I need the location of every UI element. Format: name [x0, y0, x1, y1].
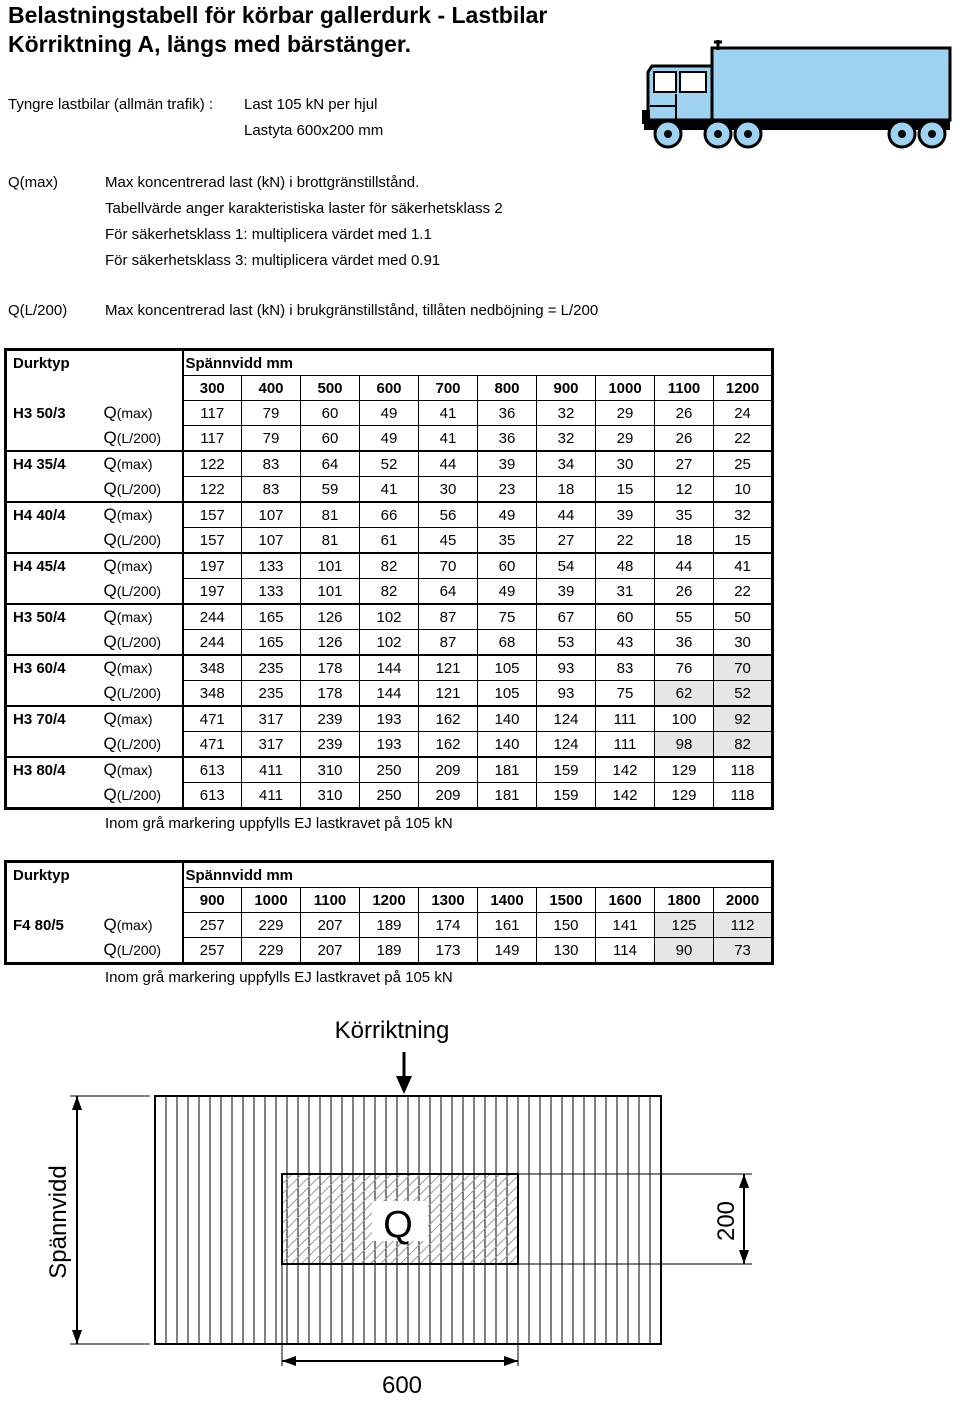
- ql200-value: 52: [714, 681, 773, 707]
- direction-label: Körriktning: [334, 1017, 450, 1044]
- qmax-value: 87: [419, 604, 478, 630]
- ql200-value: 129: [655, 783, 714, 809]
- span-column-header: 1000: [596, 376, 655, 401]
- qmax-value: 67: [537, 604, 596, 630]
- span-column-header: 1800: [655, 888, 714, 913]
- qmax-value: 60: [478, 553, 537, 579]
- span-column-header: 1500: [537, 888, 596, 913]
- ql200-value: 114: [596, 938, 655, 964]
- qmax-value: 83: [596, 655, 655, 681]
- qmax-line-2: Tabellvärde anger karakteristiska laster för säkerhetsklass 2: [105, 200, 503, 217]
- qmax-value: 82: [360, 553, 419, 579]
- durktyp-cell: F4 80/5: [13, 916, 64, 934]
- qmax-value: 235: [242, 655, 301, 681]
- span-column-header: 1200: [360, 888, 419, 913]
- qmax-value: 70: [419, 553, 478, 579]
- ql200-value: 193: [360, 732, 419, 758]
- durktyp-cell: H3 50/3: [13, 404, 66, 422]
- qmax-value: 197: [183, 553, 242, 579]
- qmax-line-4: För säkerhetsklass 3: multiplicera värdet med 0.91: [105, 252, 441, 269]
- height-arrow-bottom-icon: [739, 1250, 749, 1264]
- qmax-value: 49: [360, 401, 419, 426]
- ql200-row-label: Q(L/200): [104, 528, 183, 554]
- qmax-value: 30: [596, 451, 655, 477]
- qmax-value: 70: [714, 655, 773, 681]
- qmax-value: 174: [419, 913, 478, 938]
- qmax-value: 348: [183, 655, 242, 681]
- qmax-value: 178: [301, 655, 360, 681]
- ql200-row-label: Q(L/200): [104, 579, 183, 605]
- qmax-value: 121: [419, 655, 478, 681]
- table-row: [6, 938, 773, 964]
- span-column-header: 900: [537, 376, 596, 401]
- height-label: 200: [713, 1200, 740, 1242]
- span-column-header: 1200: [714, 376, 773, 401]
- ql200-value: 411: [242, 783, 301, 809]
- span-column-header: 400: [242, 376, 301, 401]
- load-label: Tyngre lastbilar (allmän trafik) :: [8, 96, 214, 113]
- qmax-value: 32: [537, 401, 596, 426]
- load-table-2: [4, 860, 774, 965]
- qmax-value: 41: [419, 401, 478, 426]
- ql200-value: 26: [655, 426, 714, 452]
- qmax-value: 83: [242, 451, 301, 477]
- ql200-value: 53: [537, 630, 596, 656]
- qmax-value: 207: [301, 913, 360, 938]
- ql200-value: 22: [596, 528, 655, 554]
- qmax-row-label: Q(max): [104, 451, 183, 477]
- span-arrow-bottom-icon: [72, 1330, 82, 1344]
- ql200-value: 27: [537, 528, 596, 554]
- ql200-value: 165: [242, 630, 301, 656]
- qmax-term: Q(max): [8, 174, 58, 191]
- ql200-value: 15: [714, 528, 773, 554]
- durktyp-cell: H3 70/4: [6, 706, 104, 732]
- qmax-value: 129: [655, 757, 714, 783]
- truck-icon: [640, 38, 956, 154]
- ql200-value: 32: [537, 426, 596, 452]
- ql200-value: 133: [242, 579, 301, 605]
- ql200-value: 82: [714, 732, 773, 758]
- table-row: [6, 706, 773, 732]
- ql200-row-label: Q(L/200): [104, 732, 183, 758]
- qmax-value: 27: [655, 451, 714, 477]
- ql200-value: 244: [183, 630, 242, 656]
- ql200-value: 62: [655, 681, 714, 707]
- ql200-value: 73: [714, 938, 773, 964]
- ql200-value: 98: [655, 732, 714, 758]
- qmax-value: 165: [242, 604, 301, 630]
- durktyp-cell: H4 45/4: [6, 553, 104, 579]
- table-row: [6, 477, 773, 503]
- ql200-value: 122: [183, 477, 242, 503]
- ql200-value: 144: [360, 681, 419, 707]
- span-header: Spännvidd mm: [185, 866, 294, 884]
- qmax-value: 125: [655, 913, 714, 938]
- ql200-value: 41: [360, 477, 419, 503]
- qmax-value: 157: [183, 502, 242, 528]
- qmax-value: 100: [655, 706, 714, 732]
- ql200-value: 90: [655, 938, 714, 964]
- ql200-value: 82: [360, 579, 419, 605]
- ql200-value: 105: [478, 681, 537, 707]
- qmax-value: 60: [596, 604, 655, 630]
- span-column-header: 800: [478, 376, 537, 401]
- qmax-row-label: Q(max): [104, 502, 183, 528]
- table-row: [6, 604, 773, 630]
- ql200-value: 239: [301, 732, 360, 758]
- ql200-value: 149: [478, 938, 537, 964]
- qmax-value: 126: [301, 604, 360, 630]
- durktyp-cell: H3 60/4: [6, 655, 104, 681]
- load-table-1: [4, 348, 774, 810]
- ql200-value: 41: [419, 426, 478, 452]
- qmax-value: 102: [360, 604, 419, 630]
- qmax-value: 35: [655, 502, 714, 528]
- qmax-value: 209: [419, 757, 478, 783]
- qmax-row-label: Q(max): [104, 553, 183, 579]
- direction-arrow-icon: [396, 1076, 412, 1094]
- ql200-value: 310: [301, 783, 360, 809]
- qmax-value: 101: [301, 553, 360, 579]
- span-column-header: 1300: [419, 888, 478, 913]
- ql200-value: 49: [360, 426, 419, 452]
- qmax-value: 162: [419, 706, 478, 732]
- ql200-value: 101: [301, 579, 360, 605]
- qmax-value: 44: [655, 553, 714, 579]
- ql200-value: 207: [301, 938, 360, 964]
- table-row: [6, 655, 773, 681]
- ql200-value: 10: [714, 477, 773, 503]
- qmax-value: 44: [537, 502, 596, 528]
- qmax-value: 193: [360, 706, 419, 732]
- span-column-header: 1100: [301, 888, 360, 913]
- ql200-value: 75: [596, 681, 655, 707]
- span-column-header: 1400: [478, 888, 537, 913]
- ql200-value: 60: [301, 426, 360, 452]
- ql200-value: 140: [478, 732, 537, 758]
- qmax-row-label: Q(max): [104, 706, 183, 732]
- ql200-value: 18: [655, 528, 714, 554]
- qmax-value: 244: [183, 604, 242, 630]
- qmax-line-1: Max koncentrerad last (kN) i brottgränstillstånd.: [105, 174, 420, 191]
- ql200-value: 235: [242, 681, 301, 707]
- qmax-value: 239: [301, 706, 360, 732]
- ql200-value: 162: [419, 732, 478, 758]
- ql200-value: 12: [655, 477, 714, 503]
- table-row: [6, 426, 773, 452]
- qmax-value: 76: [655, 655, 714, 681]
- qmax-value: 229: [242, 913, 301, 938]
- ql200-value: 64: [419, 579, 478, 605]
- ql200-value: 30: [419, 477, 478, 503]
- qmax-value: 41: [714, 553, 773, 579]
- table-row: [6, 732, 773, 758]
- qmax-value: 117: [183, 401, 242, 426]
- ql200-row-label: Q(L/200): [104, 681, 183, 707]
- durktyp-header: Durktyp: [13, 866, 70, 884]
- page-subtitle: Körriktning A, längs med bärstänger.: [8, 31, 412, 57]
- qmax-row-label: Q(max): [104, 655, 183, 681]
- table-row: [6, 757, 773, 783]
- qmax-value: 118: [714, 757, 773, 783]
- table-row: [6, 502, 773, 528]
- ql200-value: 159: [537, 783, 596, 809]
- width-arrow-left-icon: [282, 1356, 296, 1366]
- qmax-row-label: Q(max): [104, 757, 183, 783]
- ql200-value: 15: [596, 477, 655, 503]
- ql200-value: 250: [360, 783, 419, 809]
- ql200-value: 157: [183, 528, 242, 554]
- durktyp-cell: H4 35/4: [6, 451, 104, 477]
- ql200-value: 102: [360, 630, 419, 656]
- span-column-header: 700: [419, 376, 478, 401]
- ql200-value: 22: [714, 426, 773, 452]
- durktyp-cell: H3 50/4: [6, 604, 104, 630]
- ql200-value: 126: [301, 630, 360, 656]
- qmax-value: 111: [596, 706, 655, 732]
- qmax-line-3: För säkerhetsklass 1: multiplicera värdet med 1.1: [105, 226, 432, 243]
- width-label: 600: [381, 1372, 423, 1399]
- durktyp-header: Durktyp: [13, 354, 70, 372]
- qmax-value: 25: [714, 451, 773, 477]
- qmax-value: 48: [596, 553, 655, 579]
- ql200-value: 471: [183, 732, 242, 758]
- ql200-row-label: Q(L/200): [104, 426, 183, 452]
- qmax-value: 39: [478, 451, 537, 477]
- ql200-value: 30: [714, 630, 773, 656]
- qmax-value: 150: [537, 913, 596, 938]
- table-row: [6, 913, 773, 938]
- ql200-row-label: Q(L/200): [104, 630, 183, 656]
- ql200-row-label: Q(L/200): [104, 783, 183, 809]
- ql200-value: 36: [478, 426, 537, 452]
- qmax-value: 310: [301, 757, 360, 783]
- qmax-value: 32: [714, 502, 773, 528]
- qmax-row-label: Q(max): [104, 401, 183, 426]
- qmax-value: 105: [478, 655, 537, 681]
- table-row: [6, 783, 773, 809]
- table-row: [6, 553, 773, 579]
- ql200-value: 79: [242, 426, 301, 452]
- span-column-header: 900: [183, 888, 242, 913]
- qmax-value: 29: [596, 401, 655, 426]
- ql200-value: 229: [242, 938, 301, 964]
- ql200-value: 93: [537, 681, 596, 707]
- ql200-value: 181: [478, 783, 537, 809]
- qmax-value: 107: [242, 502, 301, 528]
- table-row: [6, 630, 773, 656]
- ql200-value: 317: [242, 732, 301, 758]
- ql200-value: 22: [714, 579, 773, 605]
- ql200-value: 18: [537, 477, 596, 503]
- qmax-value: 44: [419, 451, 478, 477]
- qmax-value: 161: [478, 913, 537, 938]
- durktyp-cell: H4 40/4: [6, 502, 104, 528]
- wheel-load: Last 105 kN per hjul: [244, 96, 378, 113]
- ql200-value: 61: [360, 528, 419, 554]
- qmax-value: 141: [596, 913, 655, 938]
- span-header: Spännvidd mm: [185, 354, 294, 372]
- table2-footnote: Inom grå markering uppfylls EJ lastkravet på 105 kN: [105, 969, 453, 986]
- table-row: [6, 579, 773, 605]
- ql200-value: 43: [596, 630, 655, 656]
- table-row: [6, 451, 773, 477]
- ql200-value: 29: [596, 426, 655, 452]
- ql200-value: 197: [183, 579, 242, 605]
- ql200-term: Q(L/200): [8, 302, 68, 319]
- table-row: [6, 681, 773, 707]
- table-row: [6, 401, 773, 426]
- qmax-value: 471: [183, 706, 242, 732]
- qmax-value: 60: [301, 401, 360, 426]
- ql200-value: 613: [183, 783, 242, 809]
- ql200-value: 130: [537, 938, 596, 964]
- ql200-value: 348: [183, 681, 242, 707]
- ql200-value: 39: [537, 579, 596, 605]
- qmax-value: 142: [596, 757, 655, 783]
- qmax-value: 124: [537, 706, 596, 732]
- qmax-row-label: Q(max): [104, 913, 183, 938]
- ql200-value: 23: [478, 477, 537, 503]
- qmax-value: 189: [360, 913, 419, 938]
- ql200-value: 68: [478, 630, 537, 656]
- durktyp-cell: H3 80/4: [6, 757, 104, 783]
- ql200-value: 81: [301, 528, 360, 554]
- ql200-value: 36: [655, 630, 714, 656]
- ql200-value: 189: [360, 938, 419, 964]
- ql200-value: 49: [478, 579, 537, 605]
- table-row: [6, 528, 773, 554]
- qmax-value: 24: [714, 401, 773, 426]
- load-diagram: [0, 1010, 960, 1415]
- qmax-value: 75: [478, 604, 537, 630]
- qmax-value: 55: [655, 604, 714, 630]
- qmax-value: 39: [596, 502, 655, 528]
- width-arrow-right-icon: [504, 1356, 518, 1366]
- ql200-value: 209: [419, 783, 478, 809]
- span-column-header: 1000: [242, 888, 301, 913]
- qmax-row-label: Q(max): [104, 604, 183, 630]
- ql200-value: 124: [537, 732, 596, 758]
- qmax-value: 52: [360, 451, 419, 477]
- qmax-value: 34: [537, 451, 596, 477]
- qmax-value: 257: [183, 913, 242, 938]
- ql200-value: 111: [596, 732, 655, 758]
- load-area: Lastyta 600x200 mm: [244, 122, 384, 139]
- ql200-value: 118: [714, 783, 773, 809]
- qmax-value: 54: [537, 553, 596, 579]
- ql200-text: Max koncentrerad last (kN) i brukgränstillstånd, tillåten nedböjning = L/200: [105, 302, 599, 319]
- ql200-row-label: Q(L/200): [104, 477, 183, 503]
- ql200-value: 257: [183, 938, 242, 964]
- ql200-value: 35: [478, 528, 537, 554]
- span-column-header: 500: [301, 376, 360, 401]
- qmax-value: 317: [242, 706, 301, 732]
- qmax-value: 122: [183, 451, 242, 477]
- qmax-value: 133: [242, 553, 301, 579]
- qmax-value: 112: [714, 913, 773, 938]
- qmax-value: 159: [537, 757, 596, 783]
- span-column-header: 1600: [596, 888, 655, 913]
- ql200-value: 178: [301, 681, 360, 707]
- qmax-value: 66: [360, 502, 419, 528]
- qmax-value: 26: [655, 401, 714, 426]
- span-arrow-top-icon: [72, 1096, 82, 1110]
- ql200-value: 45: [419, 528, 478, 554]
- ql200-value: 87: [419, 630, 478, 656]
- qmax-value: 92: [714, 706, 773, 732]
- ql200-value: 59: [301, 477, 360, 503]
- span-column-header: 1100: [655, 376, 714, 401]
- span-column-header: 300: [183, 376, 242, 401]
- ql200-value: 31: [596, 579, 655, 605]
- ql200-value: 142: [596, 783, 655, 809]
- qmax-value: 144: [360, 655, 419, 681]
- qmax-value: 613: [183, 757, 242, 783]
- page-title: Belastningstabell för körbar gallerdurk - Lastbilar: [8, 2, 548, 28]
- qmax-value: 56: [419, 502, 478, 528]
- qmax-value: 93: [537, 655, 596, 681]
- span-column-header: 600: [360, 376, 419, 401]
- qmax-value: 49: [478, 502, 537, 528]
- ql200-value: 26: [655, 579, 714, 605]
- ql200-value: 173: [419, 938, 478, 964]
- qmax-value: 50: [714, 604, 773, 630]
- qmax-value: 64: [301, 451, 360, 477]
- qmax-value: 81: [301, 502, 360, 528]
- span-column-header: 2000: [714, 888, 773, 913]
- ql200-row-label: Q(L/200): [104, 938, 183, 964]
- qmax-value: 250: [360, 757, 419, 783]
- ql200-value: 117: [183, 426, 242, 452]
- span-label: Spännvidd: [45, 1165, 72, 1279]
- qmax-value: 411: [242, 757, 301, 783]
- ql200-value: 121: [419, 681, 478, 707]
- qmax-value: 36: [478, 401, 537, 426]
- ql200-value: 107: [242, 528, 301, 554]
- qmax-value: 79: [242, 401, 301, 426]
- load-label: Q: [383, 1204, 413, 1246]
- ql200-value: 83: [242, 477, 301, 503]
- table1-footnote: Inom grå markering uppfylls EJ lastkravet på 105 kN: [105, 815, 453, 832]
- qmax-value: 140: [478, 706, 537, 732]
- qmax-value: 181: [478, 757, 537, 783]
- height-arrow-top-icon: [739, 1174, 749, 1188]
